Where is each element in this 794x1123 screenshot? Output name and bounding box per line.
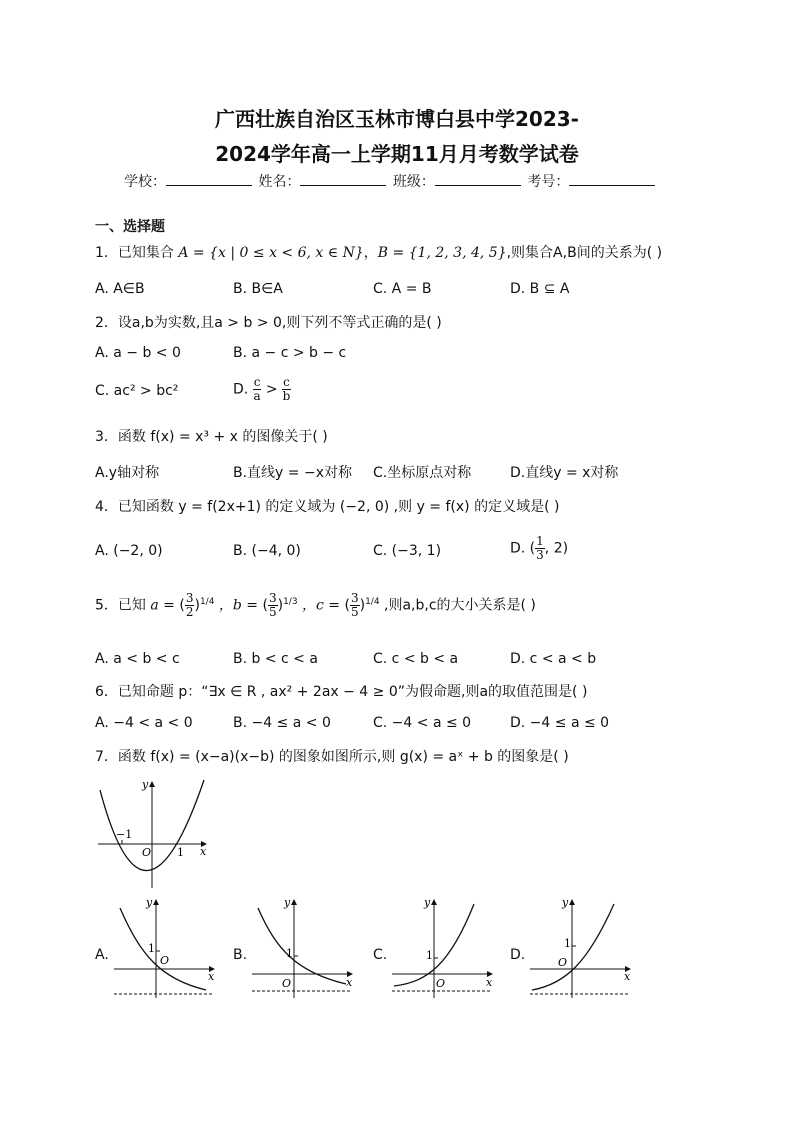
q5-a-num: 3 <box>185 591 194 605</box>
q7-d-origin: O <box>558 956 568 969</box>
question-3: 3．函数 f(x) = x³ + x 的图像关于( ) <box>95 429 328 445</box>
q3-option-d[interactable]: D.直线y = x对称 <box>510 465 619 481</box>
q5-option-a[interactable]: A. a < b < c <box>95 651 180 667</box>
q2-d-frac-1 <box>253 376 262 403</box>
q2-option-c[interactable]: C. ac² > bc² <box>95 383 179 399</box>
q4-d-num: 1 <box>536 534 544 548</box>
q7-a-origin: O <box>160 954 170 967</box>
q5-a-den: 2 <box>185 605 194 619</box>
q7-b-curve <box>258 908 346 984</box>
q7-main-y-label: y <box>142 778 149 791</box>
q5-a-var: a = <box>150 597 175 614</box>
q5-b-den: 5 <box>268 605 277 619</box>
q7-b-x-label: x <box>346 976 353 989</box>
q2-d-op: > <box>265 381 278 398</box>
q6-option-c[interactable]: C. −4 < a ≤ 0 <box>373 715 472 731</box>
q5-option-c[interactable]: C. c < b < a <box>373 651 459 667</box>
q2-d-label: D. <box>233 381 249 398</box>
name-label: 姓名： <box>258 174 301 190</box>
q5-option-d[interactable]: D. c < a < b <box>510 651 597 667</box>
q4-d-den: 3 <box>536 548 544 562</box>
q6-option-a[interactable]: A. −4 < a < 0 <box>95 715 193 731</box>
q2-option-d[interactable] <box>233 376 291 403</box>
question-7: 7．函数 f(x) = (x−a)(x−b) 的图象如图所示,则 g(x) = aˣ + b 的图象是( ) <box>95 749 569 765</box>
name-blank[interactable] <box>300 173 386 186</box>
q4-option-a[interactable]: A. (−2, 0) <box>95 543 163 559</box>
q7-main-origin: O <box>142 846 152 859</box>
q1-sep: ， <box>363 245 378 261</box>
q7-c-one: 1 <box>426 949 433 962</box>
q7-b-y-label: y <box>284 896 291 909</box>
q7-a-x-label: x <box>208 970 215 983</box>
q5-c-var: ，c = <box>302 597 341 614</box>
q7-option-b-letter[interactable]: B. <box>233 947 248 963</box>
q6-option-b[interactable]: B. −4 ≤ a < 0 <box>233 715 331 731</box>
q5-c-den: 5 <box>350 605 359 619</box>
q2-option-b[interactable]: B. a − c > b − c <box>233 345 347 361</box>
q2-d-num-2: c <box>283 375 290 389</box>
q7-main-tick-pos-label: 1 <box>177 846 184 859</box>
q7-c-x-label: x <box>486 976 493 989</box>
student-info-row <box>124 171 657 191</box>
q1-stem: 1．已知集合 <box>95 245 174 261</box>
q7-d-y-label: y <box>562 896 569 909</box>
q5-b-frac <box>268 592 278 619</box>
q2-option-a[interactable]: A. a − b < 0 <box>95 345 181 361</box>
q6-option-d[interactable]: D. −4 ≤ a ≤ 0 <box>510 715 610 731</box>
title-line-1: 广西壮族自治区玉林市博白县中学2023- <box>215 107 579 131</box>
q1-option-d[interactable]: D. B ⊆ A <box>510 281 570 297</box>
q7-d-curve <box>532 904 614 990</box>
q7-main-tick-neg-label: −1 <box>116 828 133 841</box>
q5-c-num: 3 <box>350 591 359 605</box>
q4-d-tail: , 2) <box>544 540 569 557</box>
question-1 <box>95 242 662 262</box>
q7-a-one: 1 <box>148 942 155 955</box>
class-label: 班级： <box>392 174 435 190</box>
q2-d-den-1: a <box>253 389 261 403</box>
q7-option-b-graph[interactable] <box>248 894 360 1000</box>
q1-option-a[interactable]: A. A∈B <box>95 281 145 297</box>
q7-a-y-label: y <box>146 896 153 909</box>
q3-option-a[interactable]: A.y轴对称 <box>95 465 160 481</box>
q7-option-c-letter[interactable]: C. <box>373 947 388 963</box>
q5-c-frac <box>350 592 360 619</box>
q7-option-a-graph[interactable] <box>110 894 222 1000</box>
q7-option-a-letter[interactable]: A. <box>95 947 109 963</box>
title-line-2: 2024学年高一上学期11月月考数学试卷 <box>215 142 579 166</box>
q3-option-c[interactable]: C.坐标原点对称 <box>373 465 472 481</box>
q1-option-b[interactable]: B. B∈A <box>233 281 283 297</box>
q2-d-den-2: b <box>282 389 291 403</box>
q5-b-num: 3 <box>268 591 277 605</box>
q5-a-frac <box>185 592 195 619</box>
q5-c-exp: 1/4 <box>365 596 380 607</box>
class-blank[interactable] <box>435 173 521 186</box>
q5-a-exp: 1/4 <box>199 596 215 607</box>
q7-b-one: 1 <box>286 947 293 960</box>
q7-main-x-label: x <box>200 845 207 858</box>
q5-b-exp: 1/3 <box>283 596 298 607</box>
q4-d-frac <box>535 535 545 562</box>
number-label: 考号： <box>527 174 570 190</box>
q7-a-curve <box>120 908 206 990</box>
question-5: 5．已知 a = ( $\frac{3}{2}$ )$^{1/4}$ ，b = ( $\frac{3}{5}$ )$^{1/3}$ ，c = ( $\frac{3}{5}$ )$^{1/4}$ ,则a,b,c的大小关系是( ) <box>95 591 536 619</box>
q7-option-d-graph[interactable] <box>526 894 638 1000</box>
q2-d-frac-2 <box>282 376 291 403</box>
q4-option-d[interactable] <box>510 535 568 562</box>
q7-d-x-label: x <box>624 970 631 983</box>
q1-tail: ,则集合A,B间的关系为( ) <box>506 245 663 261</box>
question-2: 2．设a,b为实数,且a > b > 0,则下列不等式正确的是( ) <box>95 315 442 331</box>
q7-option-d-letter[interactable]: D. <box>510 947 526 963</box>
section-heading: 一、选择题 <box>95 219 165 235</box>
q5-prefix: 5．已知 <box>95 597 146 614</box>
q7-c-origin: O <box>436 977 446 990</box>
question-4: 4．已知函数 y = f(2x+1) 的定义域为 (−2, 0) ,则 y = f(x) 的定义域是( ) <box>95 499 560 515</box>
q4-option-c[interactable]: C. (−3, 1) <box>373 543 442 559</box>
q4-d-label: D. ( <box>510 540 536 557</box>
q7-d-one: 1 <box>564 937 571 950</box>
q5-b-var: ，b = <box>218 597 259 614</box>
number-blank[interactable] <box>569 173 655 186</box>
q7-b-origin: O <box>282 977 292 990</box>
q7-c-y-label: y <box>424 896 431 909</box>
q5-option-b[interactable]: B. b < c < a <box>233 651 318 667</box>
q1-set-a: A = {x | 0 ≤ x < 6, x ∈ N} <box>178 245 364 261</box>
q5-tail: ,则a,b,c的大小关系是( ) <box>384 597 536 614</box>
q1-set-b: B = {1, 2, 3, 4, 5} <box>377 245 507 261</box>
q1-option-c[interactable]: C. A = B <box>373 281 432 297</box>
q4-option-b[interactable]: B. (−4, 0) <box>233 543 301 559</box>
school-label: 学校： <box>124 174 166 190</box>
school-blank[interactable] <box>166 173 252 186</box>
q3-option-b[interactable]: B.直线y = −x对称 <box>233 465 352 481</box>
q2-d-num-1: c <box>253 375 261 389</box>
q7-main-graph <box>94 776 214 892</box>
question-6: 6．已知命题 p：“∃x ∈ R , ax² + 2ax − 4 ≥ 0”为假命题,则a的取值范围是( ) <box>95 684 588 700</box>
q7-option-c-graph[interactable] <box>388 894 500 1000</box>
